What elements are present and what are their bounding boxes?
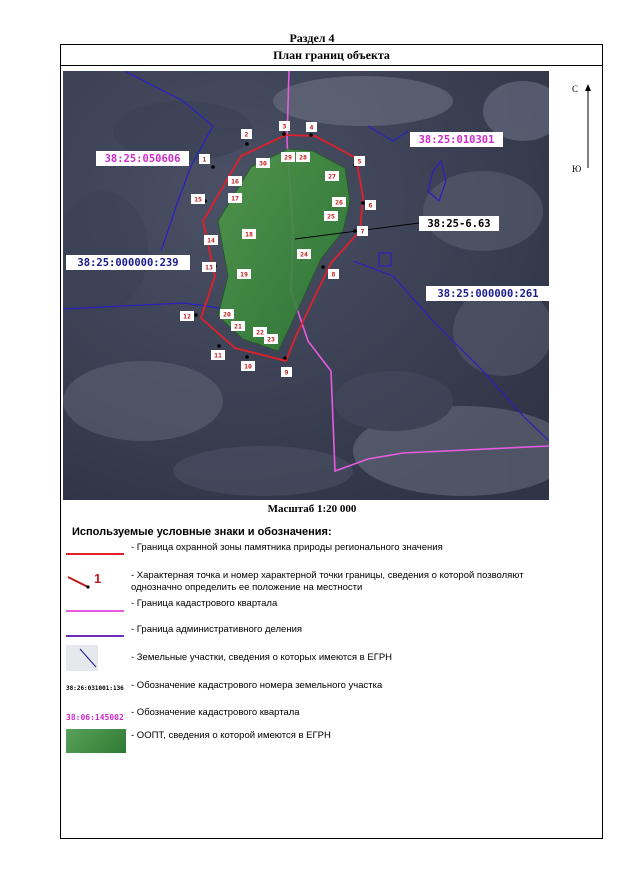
point-label-text: 23: [267, 335, 275, 344]
point-label-27: [325, 171, 339, 181]
map-scale: Масштаб 1:20 000: [267, 503, 357, 515]
point-label-text: 2: [244, 130, 249, 139]
point-label-text: 28: [299, 153, 307, 162]
point-label-29: [281, 152, 295, 162]
point-label-text: 8: [331, 270, 336, 279]
point-label-text: 20: [223, 310, 231, 319]
point-label-text: 29: [284, 153, 292, 162]
point-label-8: [328, 269, 339, 279]
compass-north-arrow: [572, 84, 602, 174]
admin-label-text: 38:25:000000:261: [437, 288, 539, 300]
legend-text-parcel-number: - Обозначение кадастрового номера земельного участка: [131, 680, 383, 691]
point-label-text: 11: [214, 351, 222, 360]
legend-text-quarter-label: - Обозначение кадастрового квартала: [131, 707, 300, 718]
point-label-25: [324, 211, 338, 221]
quarter-label-050606: [96, 151, 189, 166]
point-label-7: [357, 226, 368, 236]
point-label-10: [241, 361, 255, 371]
point-label-23: [264, 334, 278, 344]
point-label-20: [220, 309, 234, 319]
point-label-text: 22: [256, 328, 264, 337]
legend-text-cadastral-quarter: - Граница кадастрового квартала: [131, 598, 278, 609]
point-label-1: [199, 154, 210, 164]
point-label-text: 4: [309, 123, 314, 132]
map-svg: [63, 71, 549, 500]
point-label-text: 14: [207, 236, 215, 245]
admin-label-261: [426, 286, 549, 301]
legend-symbol-protection-zone: [66, 546, 126, 564]
legend-symbol-cadastral-quarter: [66, 603, 126, 621]
point-label-text: 5: [357, 157, 362, 166]
plan-title: План границ объекта: [61, 45, 602, 66]
point-label-30: [256, 158, 270, 168]
legend-text-point: - Характерная точка и номер характерной точки границы, сведения о которой позволяют однозначно определить ее положение на местности: [131, 570, 524, 593]
legend-text-admin-boundary: - Граница административного деления: [131, 624, 303, 635]
point-label-text: 10: [244, 362, 252, 371]
point-label-14: [204, 235, 218, 245]
legend-symbol-admin-boundary: [66, 628, 126, 646]
map-view[interactable]: [63, 71, 549, 500]
point-label-19: [237, 269, 251, 279]
legend-symbol-oopt: [66, 729, 126, 753]
point-label-text: 21: [234, 322, 242, 331]
compass-north-label: С: [572, 84, 579, 94]
compass-south-label: Ю: [572, 164, 582, 174]
point-label-24: [297, 249, 311, 259]
admin-label-239: [66, 255, 190, 270]
point-label-3: [279, 121, 290, 131]
point-label-text: 25: [327, 212, 335, 221]
quarter-label-text: 38:25:050606: [104, 153, 181, 165]
point-label-text: 16: [231, 177, 239, 186]
point-label-text: 6: [368, 201, 373, 210]
point-label-text: 15: [194, 195, 202, 204]
point-label-text: 1: [202, 155, 207, 164]
point-label-15: [191, 194, 205, 204]
point-label-text: 3: [282, 122, 287, 131]
point-label-text: 19: [240, 270, 248, 279]
legend-text-land-parcel: - Земельные участки, сведения о которых имеются в ЕГРН: [131, 652, 393, 663]
point-label-text: 30: [259, 159, 267, 168]
point-label-13: [202, 262, 216, 272]
legend-symbol-parcel-number: 38:26:031001:136: [66, 685, 124, 692]
point-label-text: 7: [360, 227, 365, 236]
legend-symbol-quarter-label: 38:06:145002: [66, 713, 124, 722]
point-label-12: [180, 311, 194, 321]
point-label-text: 27: [328, 172, 336, 181]
point-label-21: [231, 321, 245, 331]
point-label-5: [354, 156, 365, 166]
point-label-9: [281, 367, 292, 377]
point-label-text: 24: [300, 250, 308, 259]
oopt-label-text: 38:25-6.63: [427, 218, 491, 230]
point-label-17: [228, 193, 242, 203]
point-label-4: [306, 122, 317, 132]
point-label-text: 13: [205, 263, 213, 272]
point-label-2: [241, 129, 252, 139]
legend-title: Используемые условные знаки и обозначения:: [72, 526, 332, 538]
oopt-label: [419, 216, 499, 231]
legend-text-protection-zone: - Граница охранной зоны памятника природы регионального значения: [131, 542, 443, 553]
point-label-28: [296, 152, 310, 162]
point-label-11: [211, 350, 225, 360]
legend-symbol-point: [66, 571, 126, 591]
quarter-label-text: 38:25:010301: [418, 134, 495, 146]
point-label-6: [365, 200, 376, 210]
legend-text-oopt: - ООПТ, сведения о которой имеются в ЕГРН: [131, 730, 331, 741]
point-label-text: 26: [335, 198, 343, 207]
legend-point-number: 1: [94, 571, 102, 586]
legend-symbol-land-parcel: [66, 645, 98, 671]
quarter-label-010301: [410, 132, 503, 147]
point-label-text: 17: [231, 194, 239, 203]
point-label-text: 18: [245, 230, 253, 239]
admin-label-text: 38:25:000000:239: [77, 257, 179, 269]
point-label-text: 12: [183, 312, 191, 321]
north-arrow-icon: [582, 84, 594, 174]
section-title: Раздел 4: [289, 31, 335, 45]
point-label-16: [228, 176, 242, 186]
point-label-26: [332, 197, 346, 207]
point-label-18: [242, 229, 256, 239]
point-label-text: 9: [284, 368, 289, 377]
